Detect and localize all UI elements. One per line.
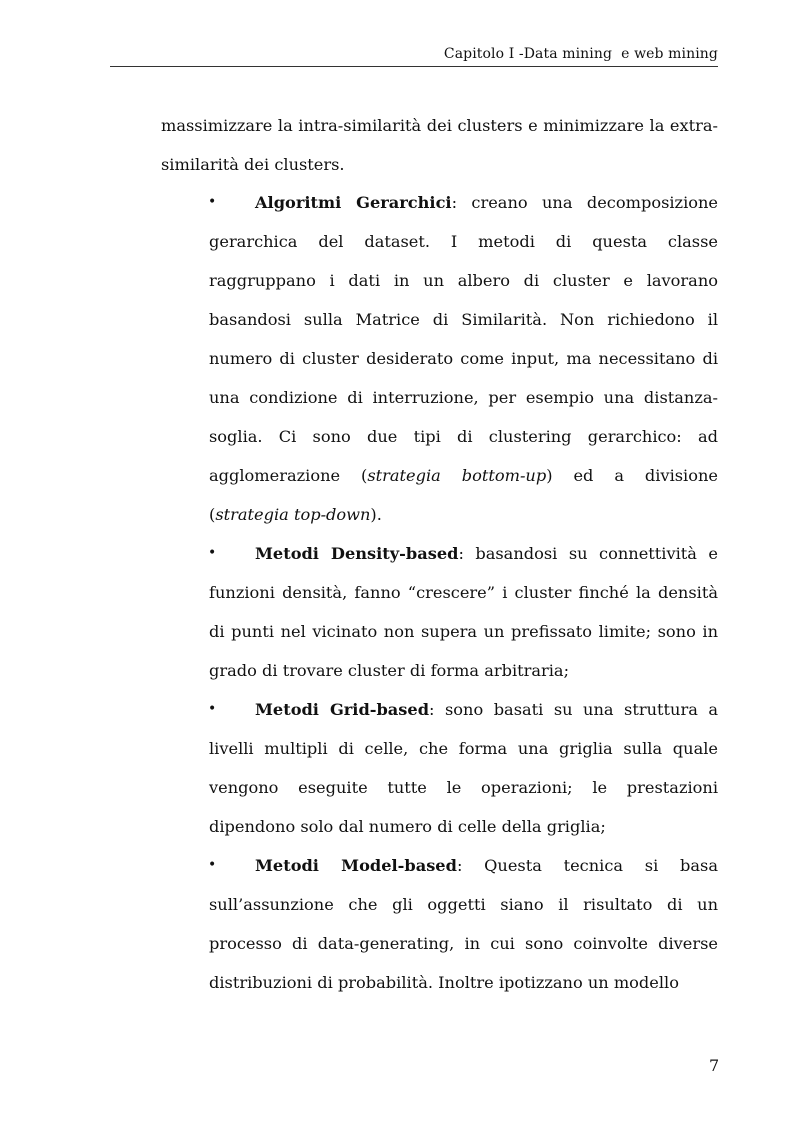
list-item-text: : Questa tecnica si basa sull’assunzione che gli oggetti siano il risultato di un processo di data-generating, in cui sono coinvolte diverse distribuzioni di probabilità. Inoltre ipotizzano un modello (209, 856, 719, 992)
list-item-text: ). (370, 505, 382, 524)
list-item-text: ) ed a divisione ( (209, 466, 718, 524)
list-item-term: Metodi Model-based (255, 856, 457, 875)
list-item-text: : creano una decomposizione gerarchica del dataset. I metodi di questa classe raggruppano i dati in un albero di cluster e lavorano basandosi sulla Matrice di Similarità. Non richiedono il numero di cluster desiderato come input, ma necessitano di una condizione di interruzione, per esempio una distanza-soglia. Ci sono due tipi di clustering gerarchico: ad agglomerazione ( (209, 193, 719, 485)
header-divider (110, 66, 718, 67)
list-item-text: : sono basati su una struttura a livelli multipli di celle, che forma una griglia sulla quale vengono eseguite tutte le operazioni; le prestazioni dipendono solo dal numero di celle della griglia; (209, 700, 718, 836)
list-item-model-based (209, 846, 718, 1002)
list-item-term: Metodi Density-based (255, 544, 459, 563)
page-number: 7 (709, 1056, 720, 1075)
list-item-algoritmi-gerarchici (209, 183, 718, 534)
list-item-term: Metodi Grid-based (255, 700, 430, 719)
list-item-term: Algoritmi Gerarchici (255, 193, 452, 212)
bullet-icon: • (208, 545, 217, 561)
list-item-density-based (209, 534, 718, 690)
bullet-icon: • (208, 701, 217, 717)
intro-paragraph: massimizzare la intra-similarità dei clusters e minimizzare la extra-similarità dei clusters. (161, 116, 718, 174)
bullet-icon: • (208, 857, 217, 873)
running-header: Capitolo I -Data mining e web mining (443, 46, 718, 62)
bullet-icon: • (208, 194, 217, 210)
list-item-text: : basandosi su connettività e funzioni densità, fanno “crescere” i cluster finché la densità di punti nel vicinato non supera un prefissato limite; sono in grado di trovare cluster di forma arbitraria; (209, 544, 718, 680)
list-item-emphasis: strategia top-down (215, 505, 371, 524)
list-item-emphasis: strategia bottom-up (367, 466, 547, 485)
list-item-grid-based (209, 690, 718, 846)
